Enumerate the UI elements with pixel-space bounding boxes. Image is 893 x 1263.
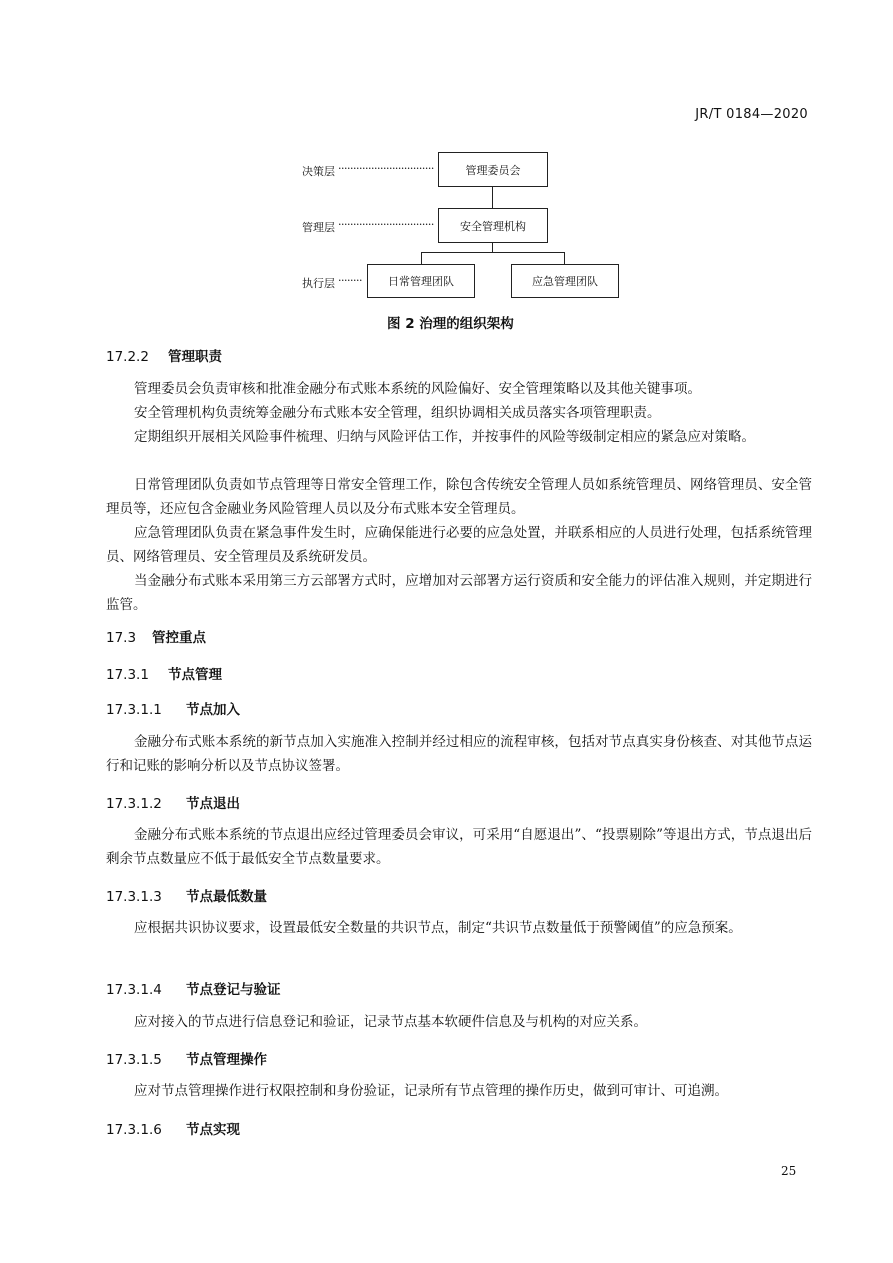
paragraph: 安全管理机构负责统筹金融分布式账本安全管理，组织协调相关成员落实各项管理职责。: [134, 405, 661, 421]
layer-label-execution: 执行层: [302, 277, 335, 290]
section-title: 管控重点: [152, 630, 206, 646]
section-number: 17.3.1.6: [106, 1122, 162, 1138]
section-heading: [106, 978, 281, 998]
paragraph: 定期组织开展相关风险事件梳理、归纳与风险评估工作，并按事件的风险等级制定相应的紧急应对策略。: [134, 429, 755, 445]
paragraph: 应对节点管理操作进行权限控制和身份验证，记录所有节点管理的操作历史，做到可审计、可追溯。: [134, 1083, 728, 1099]
box-security-org: 安全管理机构: [438, 208, 548, 243]
section-heading: [106, 663, 222, 683]
layer-label-decision: 决策层: [302, 165, 335, 178]
section-heading: [106, 885, 267, 905]
section-title: 节点退出: [186, 796, 240, 812]
section-heading: [106, 1118, 240, 1138]
figure-caption: 图 2 治理的组织架构: [387, 316, 514, 332]
section-heading: [106, 626, 206, 646]
paragraph: 管理委员会负责审核和批准金融分布式账本系统的风险偏好、安全管理策略以及其他关键事项。: [134, 381, 701, 397]
section-heading: [106, 1048, 267, 1068]
dotted-leader: ································: [338, 162, 434, 175]
section-title: 节点实现: [186, 1122, 240, 1138]
box-management-committee: 管理委员会: [438, 152, 548, 187]
section-heading: [106, 792, 240, 812]
section-title: 节点管理: [168, 667, 222, 683]
section-number: 17.3.1.1: [106, 702, 162, 718]
section-title: 节点最低数量: [186, 889, 267, 905]
dotted-leader: ········: [338, 274, 362, 287]
section-heading: [106, 345, 222, 365]
section-title: 节点加入: [186, 702, 240, 718]
section-number: 17.3: [106, 630, 137, 646]
connector-line: [421, 252, 422, 264]
paragraph: 日常管理团队负责如节点管理等日常安全管理工作，除包含传统安全管理人员如系统管理员、网络管理员、安全管理员等，还应包含金融业务风险管理人员以及分布式账本安全管理员。: [106, 477, 812, 517]
section-title: 管理职责: [168, 349, 222, 365]
org-chart: [0, 0, 893, 340]
paragraph: 应根据共识协议要求，设置最低安全数量的共识节点，制定“共识节点数量低于预警阈值”的应急预案。: [134, 920, 742, 936]
paragraph: 金融分布式账本系统的节点退出应经过管理委员会审议，可采用“自愿退出”、“投票剔除”等退出方式，节点退出后剩余节点数量应不低于最低安全节点数量要求。: [106, 827, 812, 867]
page-number: 25: [781, 1164, 797, 1178]
paragraph: 应急管理团队负责在紧急事件发生时，应确保能进行必要的应急处置，并联系相应的人员进行处理，包括系统管理员、网络管理员、安全管理员及系统研发员。: [106, 525, 812, 565]
connector-line: [421, 252, 565, 253]
box-daily-team: 日常管理团队: [367, 264, 475, 298]
paragraph: 应对接入的节点进行信息登记和验证，记录节点基本软硬件信息及与机构的对应关系。: [134, 1014, 647, 1030]
section-title: 节点登记与验证: [186, 982, 281, 998]
section-heading: [106, 698, 240, 718]
connector-line: [564, 252, 565, 264]
section-title: 节点管理操作: [186, 1052, 267, 1068]
section-number: 17.3.1.4: [106, 982, 162, 998]
dotted-leader: ································: [338, 218, 434, 231]
paragraph: 当金融分布式账本采用第三方云部署方式时，应增加对云部署方运行资质和安全能力的评估准入规则，并定期进行监管。: [106, 573, 812, 613]
section-number: 17.3.1.3: [106, 889, 162, 905]
layer-label-management: 管理层: [302, 221, 335, 234]
box-emergency-team: 应急管理团队: [511, 264, 619, 298]
connector-line: [492, 187, 493, 208]
standard-code: JR/T 0184—2020: [695, 107, 808, 122]
paragraph: 金融分布式账本系统的新节点加入实施准入控制并经过相应的流程审核，包括对节点真实身份核查、对其他节点运行和记账的影响分析以及节点协议签署。: [106, 734, 812, 774]
section-number: 17.3.1: [106, 667, 149, 683]
section-number: 17.3.1.5: [106, 1052, 162, 1068]
section-number: 17.2.2: [106, 349, 149, 365]
connector-line: [492, 243, 493, 252]
section-number: 17.3.1.2: [106, 796, 162, 812]
